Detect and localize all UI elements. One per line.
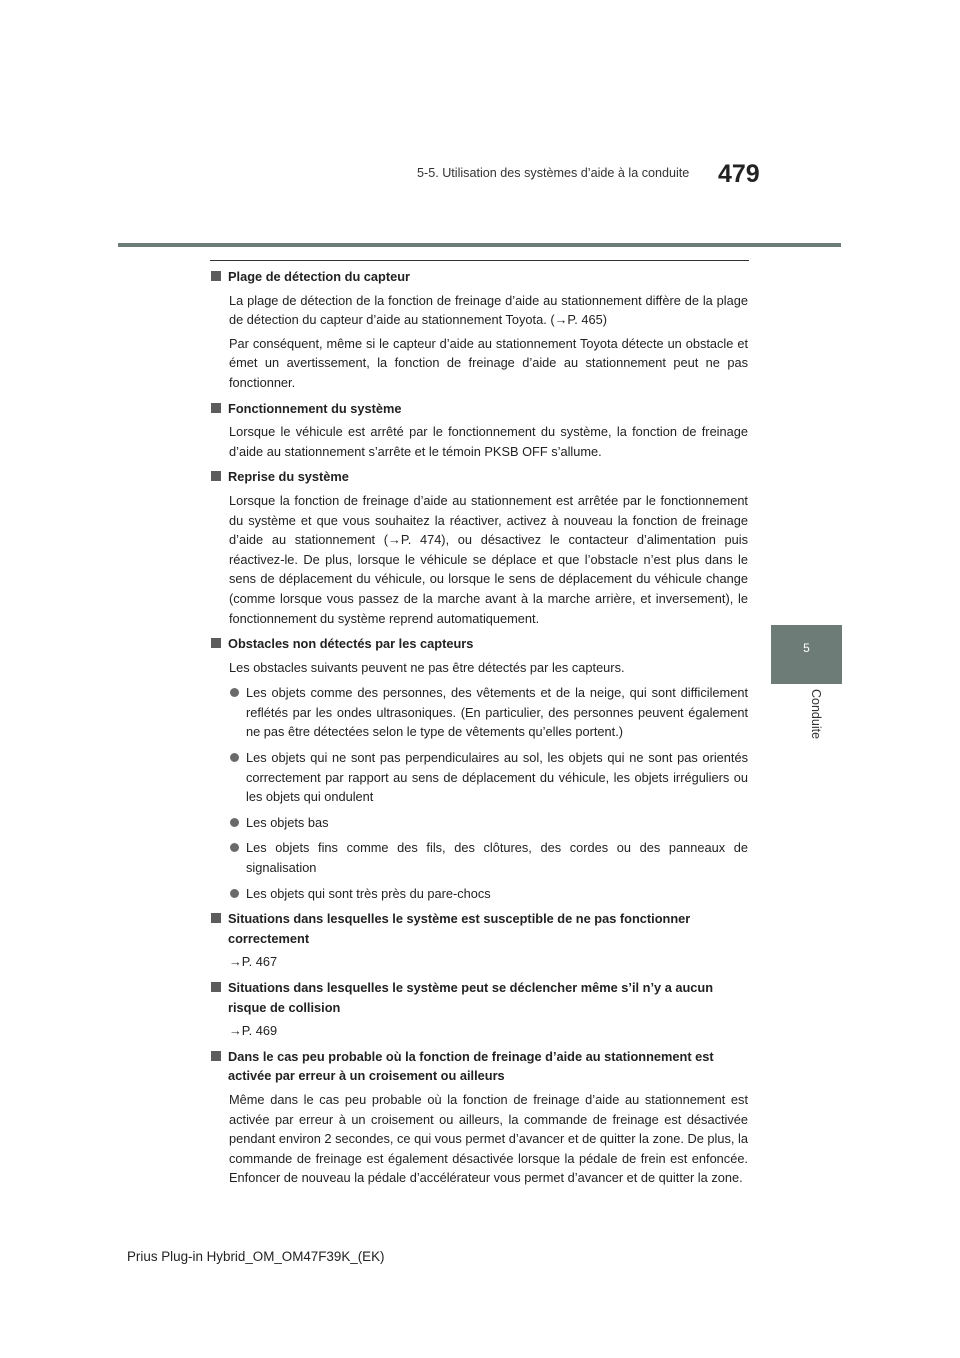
bullet-text: Les objets bas (246, 814, 329, 830)
section-heading-text: Situations dans lesquelles le système peut se déclencher même s’il n’y a aucun risque de collision (228, 980, 714, 1015)
paragraph: Même dans le cas peu probable où la fonction de freinage d’aide au stationnement est activée par erreur à un croisement ou ailleurs, la commande de freinage est désactivée pendant environ 2 secondes, ce qui vous permet d’avancer et de quitter la zone. De plus, la commande de freinage est également désactivée lorsque la pédale de frein est enfoncée. Enfoncer de nouveau la pédale d’accélérateur vous permet d’avancer et de quitter la zone. (229, 1091, 748, 1186)
section-system-resume (210, 467, 748, 628)
bullet-item (210, 813, 748, 833)
chapter-label-container (798, 689, 823, 750)
page-reference: →P. 467 (229, 954, 278, 970)
section-system-operation (210, 399, 748, 462)
bullet-item (210, 748, 748, 807)
bullet-item (210, 884, 748, 904)
section-detection-range (210, 267, 748, 393)
section-undetected-obstacles (210, 634, 748, 903)
paragraph: Par conséquent, même si le capteur d’aide au stationnement Toyota détecte un obstacle et émet un avertissement, la fonction de freinage d’aide au stationnement peut ne pas fonctionner. (229, 335, 748, 390)
bullet-item (210, 838, 748, 877)
square-bullet-icon (211, 471, 221, 481)
square-bullet-icon (211, 1051, 221, 1061)
square-bullet-icon (211, 638, 221, 648)
page-content (210, 267, 748, 1194)
footer-document-id: Prius Plug-in Hybrid_OM_OM47F39K_(EK) (127, 1249, 385, 1264)
bullet-item (210, 683, 748, 742)
square-bullet-icon (211, 403, 221, 413)
circle-bullet-icon (230, 818, 239, 827)
section-heading-text: Situations dans lesquelles le système est susceptible de ne pas fonctionner correctement (228, 911, 691, 946)
bullet-text: Les objets fins comme des fils, des clôtures, des cordes ou des panneaux de signalisation (246, 840, 748, 876)
page-number: 479 (718, 160, 760, 188)
bullet-text: Les objets qui ne sont pas perpendiculaires au sol, les objets qui ne sont pas orientés correctement par rapport au sens de déplacement du véhicule, les objets irréguliers ou les objets qui ondulent (246, 750, 748, 805)
section-erroneous-activation (210, 1047, 748, 1188)
square-bullet-icon (211, 913, 221, 923)
chapter-number: 5 (803, 641, 810, 655)
circle-bullet-icon (230, 753, 239, 762)
square-bullet-icon (211, 271, 221, 281)
section-heading-text: Fonctionnement du système (228, 400, 402, 416)
bullet-text: Les objets comme des personnes, des vêtements et de la neige, qui sont difficilement reflétés par les ondes ultrasoniques. (En particulier, des personnes peuvent également ne pas être détectées selon le type de vêtements qu’elles portent.) (246, 685, 748, 740)
section-heading (210, 978, 748, 1017)
section-heading-text: Dans le cas peu probable où la fonction de freinage d’aide au stationnement est activée par erreur à un croisement ou ailleurs (228, 1048, 714, 1084)
section-heading (210, 1047, 748, 1086)
square-bullet-icon (211, 982, 221, 992)
section-heading-text: Plage de détection du capteur (228, 269, 411, 284)
section-heading (210, 399, 748, 419)
section-heading-text: Reprise du système (228, 469, 349, 485)
page-reference: →P. 469 (229, 1023, 278, 1039)
section-heading (210, 909, 748, 948)
section-false-activation-situations (210, 978, 748, 1041)
paragraph: Les obstacles suivants peuvent ne pas être détectés par les capteurs. (229, 659, 625, 675)
paragraph: Lorsque le véhicule est arrêté par le fonctionnement du système, la fonction de freinage d’aide au stationnement s’arrête et le témoin PKSB OFF s’allume. (229, 424, 748, 459)
section-heading-text: Obstacles non détectés par les capteurs (228, 636, 474, 652)
circle-bullet-icon (230, 889, 239, 898)
circle-bullet-icon (230, 688, 239, 697)
bullet-text: Les objets qui sont très près du pare-chocs (246, 885, 491, 901)
paragraph: Lorsque la fonction de freinage d’aide au stationnement est arrêtée par le fonctionnement du système et que vous souhaitez la réactiver, activez à nouveau la fonction de freinage d’aide au stationnement (→P. 474), ou désactivez le contacteur d’alimentation puis réactivez-le. De plus, lorsque le véhicule se déplace et que l’obstacle n’est plus dans le sens de déplacement du véhicule, ou lorsque le sens de déplacement du véhicule change (comme lorsque vous passez de la marche avant à la marche arrière, et inversement), le fonctionnement du système reprend automatiquement. (229, 492, 748, 626)
section-heading (210, 267, 748, 287)
header-rule (118, 243, 841, 247)
paragraph: La plage de détection de la fonction de freinage d’aide au stationnement diffère de la plage de détection du capteur d’aide au stationnement Toyota. (→P. 465) (229, 292, 748, 328)
chapter-tab (771, 625, 842, 684)
section-heading (210, 634, 748, 654)
section-heading (210, 467, 748, 487)
chapter-label: Conduite (809, 689, 823, 740)
running-header: 5-5. Utilisation des systèmes d’aide à la conduite (417, 166, 690, 180)
content-top-rule (210, 260, 749, 261)
circle-bullet-icon (230, 843, 239, 852)
section-malfunction-situations (210, 909, 748, 972)
